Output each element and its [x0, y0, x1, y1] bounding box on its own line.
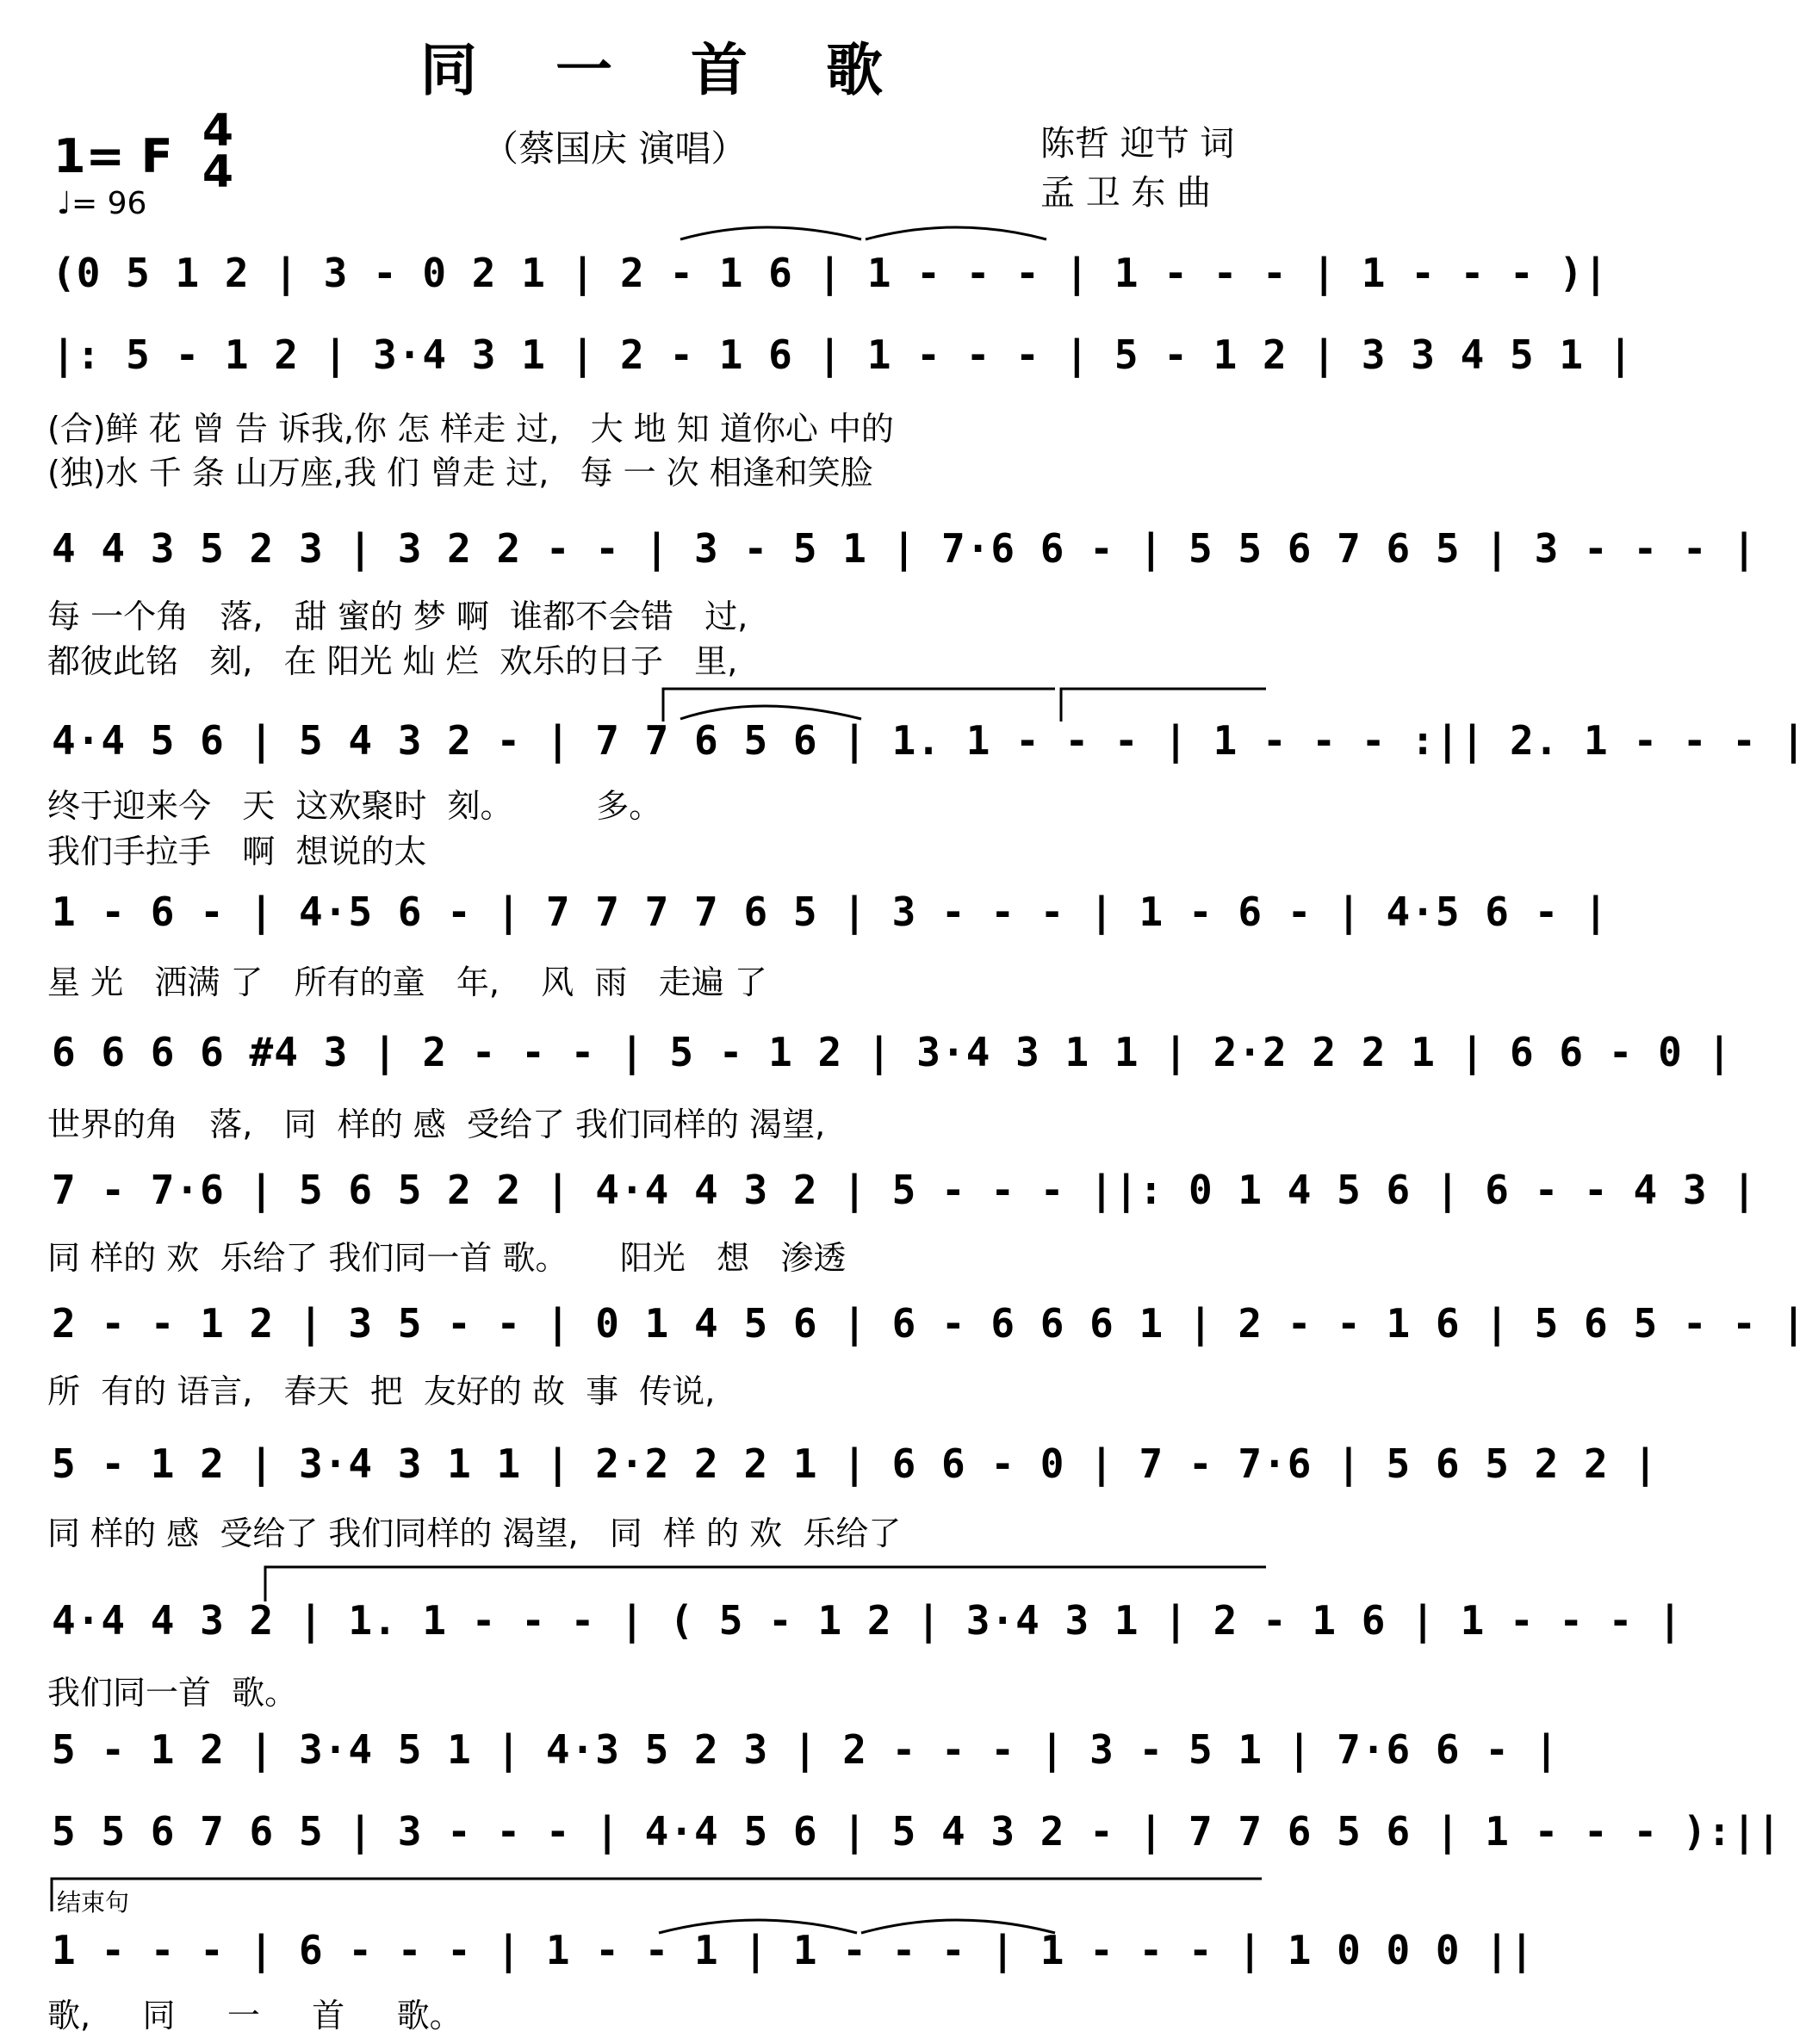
key-signature: 1= F — [53, 129, 173, 183]
notation-line: 5 5 6 7 6 5 | 3 - - - | 4·4 5 6 | 5 4 3 2 - | 7 7 6 5 6 | 1 - - - ):|| — [52, 1808, 1782, 1855]
volta-bracket-1 — [663, 689, 1055, 722]
lyric-line: 终于迎来今 天 这欢聚时 刻。 多。 — [47, 787, 662, 825]
notation-line: 7 - 7·6 | 5 6 5 2 2 | 4·4 4 3 2 | 5 - - - ||: 0 1 4 5 6 | 6 - - 4 3 | — [52, 1167, 1757, 1213]
lyric-line: (合)鲜 花 曾 告 诉我,你 怎 样走 过, 大 地 知 道你心 中的 — [47, 410, 894, 448]
notation-line: (0 5 1 2 | 3 - 0 2 1 | 2 - 1 6 | 1 - - - | 1 - - - | 1 - - - )| — [52, 250, 1609, 296]
tie — [659, 1920, 857, 1933]
lyric-line: 歌, 同 一 首 歌。 — [47, 1997, 462, 2035]
notation-line: 4·4 4 3 2 | 1. 1 - - - | ( 5 - 1 2 | 3·4 3 1 | 2 - 1 6 | 1 - - - | — [52, 1597, 1683, 1644]
notation-line: 2 - - 1 2 | 3 5 - - | 0 1 4 5 6 | 6 - 6 6 6 1 | 2 - - 1 6 | 5 6 5 - - | — [52, 1300, 1806, 1347]
lyric-line: 同 样的 欢 乐给了 我们同一首 歌。 阳光 想 渗透 — [47, 1239, 847, 1277]
lyric-line: 所 有的 语言, 春天 把 友好的 故 事 传说, — [47, 1372, 716, 1410]
lyricist-credit: 陈哲 迎节 词 — [1040, 124, 1235, 164]
volta-bracket-2 — [1061, 689, 1266, 722]
lyric-line: 每 一个角 落, 甜 蜜的 梦 啊 谁都不会错 过, — [47, 598, 748, 635]
composer-credit: 孟 卫 东 曲 — [1040, 173, 1212, 213]
lyric-line: 我们手拉手 啊 想说的太 — [47, 833, 427, 870]
time-signature-top: 4 — [202, 105, 234, 157]
tie — [680, 706, 861, 719]
time-signature-bottom: 4 — [202, 146, 234, 198]
lyric-line: 世界的角 落, 同 样的 感 受给了 我们同样的 渴望, — [47, 1106, 826, 1143]
lyric-line: 我们同一首 歌。 — [47, 1674, 298, 1712]
tie — [861, 1920, 1055, 1933]
ending-label: 结束句 — [57, 1888, 130, 1917]
notation-line: 5 - 1 2 | 3·4 3 1 1 | 2·2 2 2 1 | 6 6 - 0 | 7 - 7·6 | 5 6 5 2 2 | — [52, 1440, 1659, 1487]
lyric-line: 星 光 洒满 了 所有的童 年, 风 雨 走遍 了 — [47, 963, 767, 1001]
lyric-line: 同 样的 感 受给了 我们同样的 渴望, 同 样 的 欢 乐给了 — [47, 1514, 902, 1552]
tie — [680, 227, 861, 239]
song-title: 同 一 首 歌 — [420, 36, 912, 103]
notation-line: 1 - 6 - | 4·5 6 - | 7 7 7 7 6 5 | 3 - - - | 1 - 6 - | 4·5 6 - | — [52, 889, 1609, 935]
notation-line: 6 6 6 6 #4 3 | 2 - - - | 5 - 1 2 | 3·4 3 1 1 | 2·2 2 2 1 | 6 6 - 0 | — [52, 1029, 1733, 1075]
lyric-line: 都彼此铭 刻, 在 阳光 灿 烂 欢乐的日子 里, — [47, 642, 738, 680]
tempo-marking: ♩= 96 — [57, 186, 147, 221]
volta-bracket-1 — [265, 1567, 1266, 1601]
ending-bracket — [52, 1879, 1262, 1911]
notation-line: 1 - - - | 6 - - - | 1 - - 1 | 1 - - - | 1 - - - | 1 0 0 0 || — [52, 1927, 1535, 1973]
notation-line: 4 4 3 5 2 3 | 3 2 2 - - | 3 - 5 1 | 7·6 6 - | 5 5 6 7 6 5 | 3 - - - | — [52, 525, 1757, 572]
tie — [866, 227, 1046, 239]
singer-credit: （蔡国庆 演唱） — [482, 127, 748, 170]
notation-line: 5 - 1 2 | 3·4 5 1 | 4·3 5 2 3 | 2 - - - | 3 - 5 1 | 7·6 6 - | — [52, 1726, 1560, 1773]
lyric-line: (独)水 千 条 山万座,我 们 曾走 过, 每 一 次 相逢和笑脸 — [47, 454, 873, 492]
notation-line: 4·4 5 6 | 5 4 3 2 - | 7 7 6 5 6 | 1. 1 - - - | 1 - - - :|| 2. 1 - - - | — [52, 717, 1806, 764]
notation-line: |: 5 - 1 2 | 3·4 3 1 | 2 - 1 6 | 1 - - - | 5 - 1 2 | 3 3 4 5 1 | — [52, 331, 1634, 378]
